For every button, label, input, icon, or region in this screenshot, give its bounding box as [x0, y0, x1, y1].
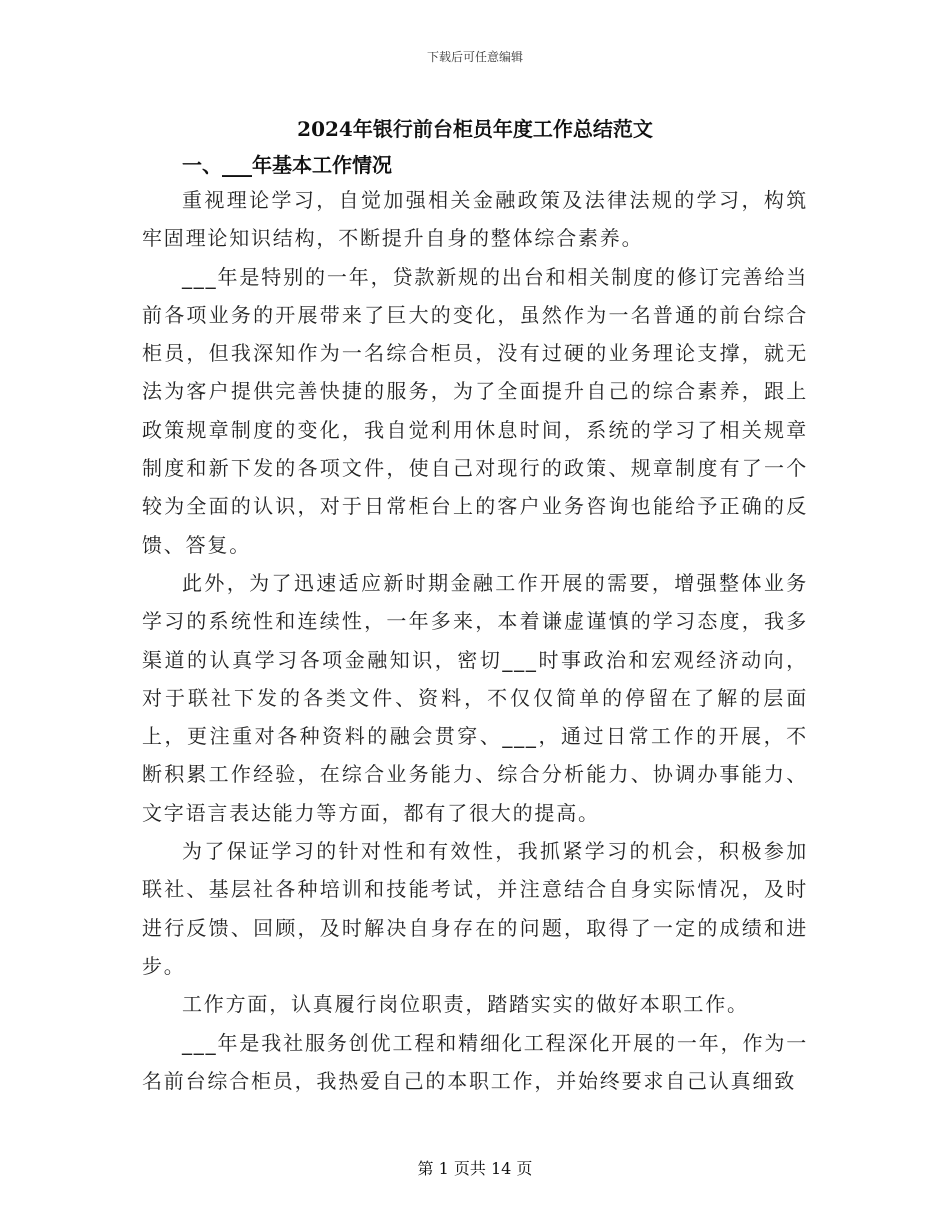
paragraph: 此外，为了迅速适应新时期金融工作开展的需要，增强整体业务学习的系统性和连续性，一年多来，本着谦虚谨慎的学习态度，我多渠道的认真学习各项金融知识，密切___时事政治和宏观经济动向，对于联社下发的各类文件、资料，不仅仅简单的停留在了解的层面上，更注重对各种资料的融会贯穿、___，通过日常工作的开展，不断积累工作经验，在综合业务能力、综合分析能力、协调办事能力、文字语言表达能力等方面，都有了很大的提高。: [142, 570, 808, 825]
document-body: [142, 113, 808, 1100]
paragraph: 为了保证学习的针对性和有效性，我抓紧学习的机会，积极参加联社、基层社各种培训和技能考试，并注意结合自身实际情况，及时进行反馈、回顾，及时解决自身存在的问题，取得了一定的成绩和进步。: [142, 839, 808, 978]
paragraph: ___年是特别的一年，贷款新规的出台和相关制度的修订完善给当前各项业务的开展带来了巨大的变化，虽然作为一名普通的前台综合柜员，但我深知作为一名综合柜员，没有过硬的业务理论支撑，就无法为客户提供完善快捷的服务，为了全面提升自己的综合素养，跟上政策规章制度的变化，我自觉利用休息时间，系统的学习了相关规章制度和新下发的各项文件，使自己对现行的政策、规章制度有了一个较为全面的认识，对于日常柜台上的客户业务咨询也能给予正确的反馈、答复。: [142, 264, 808, 557]
paragraph: 工作方面，认真履行岗位职责，踏踏实实的做好本职工作。: [182, 992, 749, 1017]
paragraph: ___年是我社服务创优工程和精细化工程深化开展的一年，作为一名前台综合柜员，我热爱自己的本职工作，并始终要求自己认真细致: [142, 1030, 808, 1093]
header-note: 下载后可任意编辑: [426, 50, 523, 64]
page-number: 第 1 页共 14 页: [417, 1159, 533, 1178]
section-heading: 一、___年基本工作情况: [182, 153, 392, 177]
document-title: 2024年银行前台柜员年度工作总结范文: [297, 117, 653, 141]
paragraph: 重视理论学习，自觉加强相关金融政策及法律法规的学习，构筑牢固理论知识结构，不断提升自身的整体综合素养。: [142, 188, 808, 251]
